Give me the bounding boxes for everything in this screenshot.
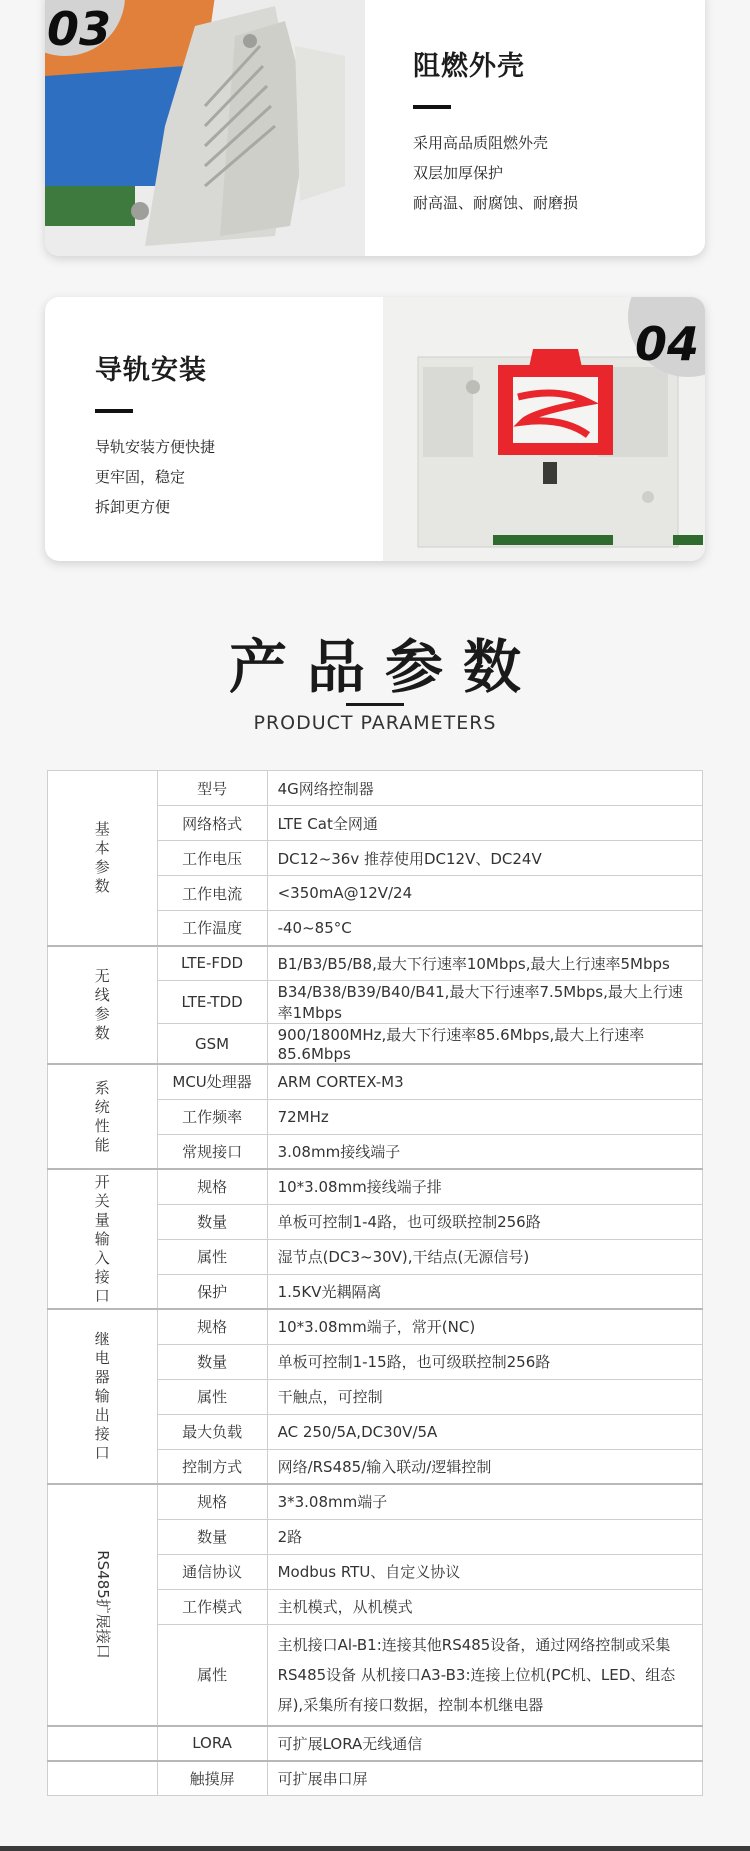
param-key: 保护 — [157, 1274, 267, 1309]
param-key: 数量 — [157, 1344, 267, 1379]
params-table — [47, 770, 703, 1796]
param-key: 型号 — [157, 771, 267, 806]
param-value: LTE Cat全网通 — [267, 806, 702, 841]
param-value: 3*3.08mm端子 — [267, 1484, 702, 1519]
param-value: 900/1800MHz,最大下行速率85.6Mbps,最大上行速率85.6Mbps — [267, 1024, 702, 1065]
param-key: 属性 — [157, 1624, 267, 1726]
param-value: 72MHz — [267, 1099, 702, 1134]
feature-number: 03 — [47, 2, 112, 56]
param-key: 数量 — [157, 1204, 267, 1239]
group-label: 系统性能 — [48, 1064, 158, 1169]
param-key: 工作电流 — [157, 876, 267, 911]
table-row — [48, 1169, 703, 1204]
param-key: 数量 — [157, 1519, 267, 1554]
param-key: LORA — [157, 1726, 267, 1761]
feature-number: 04 — [635, 317, 700, 371]
group-label — [48, 1726, 158, 1761]
param-value: AC 250/5A,DC30V/5A — [267, 1414, 702, 1449]
feature-line: 导轨安装方便快捷 — [95, 438, 216, 456]
table-row — [48, 1726, 703, 1761]
param-value: 主机模式，从机模式 — [267, 1589, 702, 1624]
param-key: 控制方式 — [157, 1449, 267, 1484]
param-value: -40~85°C — [267, 911, 702, 946]
table-row — [48, 946, 703, 981]
param-value: 2路 — [267, 1519, 702, 1554]
group-label: 无线参数 — [48, 946, 158, 1065]
param-value: B34/B38/B39/B40/B41,最大下行速率7.5Mbps,最大上行速率1Mbps — [267, 981, 702, 1024]
table-row — [48, 1309, 703, 1344]
param-value: 主机接口Al-B1:连接其他RS485设备，通过网络控制或采集RS485设备 从机接口A3-B3:连接上位机(PC机、LED、组态屏),采集所有接口数据，控制本机继电器 — [267, 1624, 702, 1726]
param-key: 通信协议 — [157, 1554, 267, 1589]
param-key: 常规接口 — [157, 1134, 267, 1169]
feature-title: 导轨安装 — [95, 355, 207, 386]
table-row — [48, 1064, 703, 1099]
feature-line: 采用高品质阻燃外壳 — [413, 134, 549, 152]
product-housing-photo — [45, 0, 365, 256]
param-value: DC12~36v 推荐使用DC12V、DC24V — [267, 841, 702, 876]
feature-text — [413, 44, 578, 218]
param-value: 可扩展LORA无线通信 — [267, 1726, 702, 1761]
feature-card-flame-retardant — [45, 0, 705, 256]
params-section-divider — [346, 703, 404, 706]
title-divider — [95, 409, 133, 413]
feature-title: 阻燃外壳 — [413, 51, 525, 82]
group-label: 开关量输入接口 — [48, 1169, 158, 1309]
param-value: 10*3.08mm接线端子排 — [267, 1169, 702, 1204]
feature-text — [95, 348, 215, 522]
param-value: 1.5KV光耦隔离 — [267, 1274, 702, 1309]
param-key: 工作模式 — [157, 1589, 267, 1624]
feature-card-rail-mount — [45, 297, 705, 561]
param-key: 工作温度 — [157, 911, 267, 946]
param-key: MCU处理器 — [157, 1064, 267, 1099]
group-label: RS485扩展接口 — [48, 1484, 158, 1726]
param-value: <350mA@12V/24 — [267, 876, 702, 911]
param-key: GSM — [157, 1024, 267, 1065]
param-value: 10*3.08mm端子，常开(NC) — [267, 1309, 702, 1344]
param-key: 规格 — [157, 1169, 267, 1204]
table-row — [48, 1484, 703, 1519]
param-value: 单板可控制1-15路，也可级联控制256路 — [267, 1344, 702, 1379]
table-row — [48, 1761, 703, 1796]
param-value: B1/B3/B5/B8,最大下行速率10Mbps,最大上行速率5Mbps — [267, 946, 702, 981]
param-key: 属性 — [157, 1239, 267, 1274]
param-key: 工作电压 — [157, 841, 267, 876]
param-key: 规格 — [157, 1309, 267, 1344]
param-key: 触摸屏 — [157, 1761, 267, 1796]
param-value: ARM CORTEX-M3 — [267, 1064, 702, 1099]
feature-line: 耐高温、耐腐蚀、耐磨损 — [413, 194, 579, 212]
group-label: 基本参数 — [48, 771, 158, 946]
param-key: 网络格式 — [157, 806, 267, 841]
param-value: 湿节点(DC3~30V),干结点(无源信号) — [267, 1239, 702, 1274]
feature-line: 拆卸更方便 — [95, 498, 171, 516]
param-value: 干触点，可控制 — [267, 1379, 702, 1414]
param-value: 单板可控制1-4路，也可级联控制256路 — [267, 1204, 702, 1239]
feature-line: 更牢固，稳定 — [95, 468, 186, 486]
params-section-title: 产品参数 — [228, 633, 541, 701]
param-value: 4G网络控制器 — [267, 771, 702, 806]
footer-strip — [0, 1846, 750, 1851]
param-value: 可扩展串口屏 — [267, 1761, 702, 1796]
params-section-subtitle: PRODUCT PARAMETERS — [253, 712, 497, 734]
param-value: Modbus RTU、自定义协议 — [267, 1554, 702, 1589]
feature-line: 双层加厚保护 — [413, 164, 504, 182]
param-value: 网络/RS485/输入联动/逻辑控制 — [267, 1449, 702, 1484]
param-value: 3.08mm接线端子 — [267, 1134, 702, 1169]
param-key: 属性 — [157, 1379, 267, 1414]
param-key: 工作频率 — [157, 1099, 267, 1134]
group-label — [48, 1761, 158, 1796]
title-divider — [413, 105, 451, 109]
table-row — [48, 771, 703, 806]
param-key: LTE-TDD — [157, 981, 267, 1024]
param-key: LTE-FDD — [157, 946, 267, 981]
param-key: 最大负载 — [157, 1414, 267, 1449]
rail-clip-photo — [383, 297, 705, 561]
param-key: 规格 — [157, 1484, 267, 1519]
group-label: 继电器输出接口 — [48, 1309, 158, 1484]
